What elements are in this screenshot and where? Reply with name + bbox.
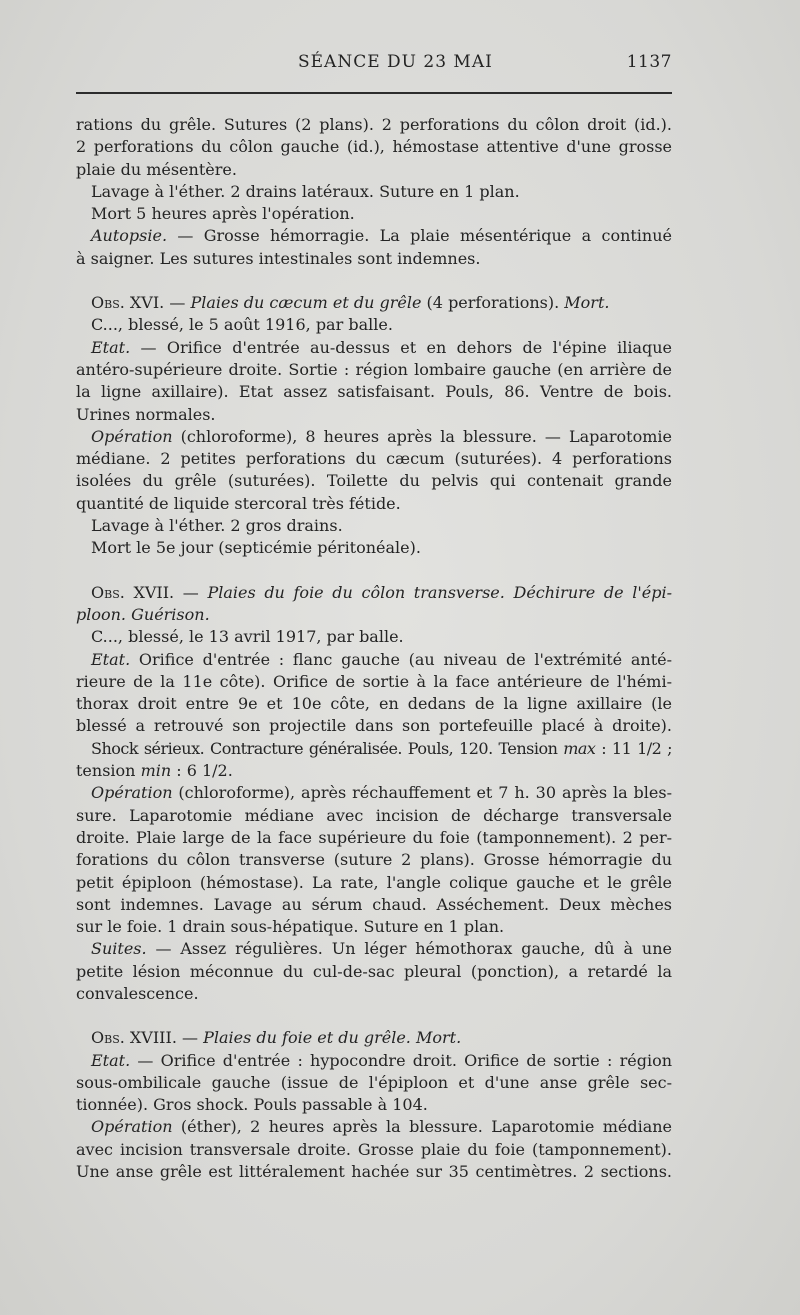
text-line: blessé a retrouvé son projectile dans son portefeuille placé à droite). (76, 716, 672, 736)
text-line: Opération (chloroforme), après réchauffement et 7 h. 30 après la bles- (91, 783, 672, 803)
text-line: convalescence. (76, 983, 199, 1003)
text-line: Autopsie. — Grosse hémorragie. La plaie mésentérique a continué (91, 226, 672, 246)
text-line: antéro-supérieure droite. Sortie : région lombaire gauche (en arrière de (76, 359, 672, 379)
text-line: à saigner. Les sutures intestinales sont indemnes. (76, 248, 481, 268)
text-line: tension min : 6 1/2. (76, 761, 233, 781)
text-line: tionnée). Gros shock. Pouls passable à 104. (76, 1095, 428, 1115)
text-line: la ligne axillaire). Etat assez satisfaisant. Pouls, 86. Ventre de bois. (76, 382, 672, 402)
running-header (76, 52, 676, 78)
text-line: Urines normales. (76, 404, 216, 424)
body-text (76, 114, 672, 1183)
text-line: Lavage à l'éther. 2 gros drains. (91, 516, 343, 536)
obs-xviii-heading: Obs. XVIII. — Plaies du foie et du grêle. Mort. (91, 1028, 462, 1048)
text-line: rieure de la 11e côte). Orifice de sortie à la face antérieure de l'hémi- (76, 671, 672, 691)
obs-xvii-heading: Obs. XVII. — Plaies du foie du côlon transverse. Déchirure de l'épi- (91, 582, 672, 602)
text-line: Etat. Orifice d'entrée : flanc gauche (au niveau de l'extrémité anté- (91, 649, 672, 669)
text-line: Etat. — Orifice d'entrée au-dessus et en dehors de l'épine iliaque (91, 337, 672, 357)
text-line: médiane. 2 petites perforations du cæcum (suturées). 4 perforations (76, 449, 672, 469)
header-rule (76, 92, 672, 94)
page-number: 1137 (626, 52, 672, 72)
text-line: Etat. — Orifice d'entrée : hypocondre droit. Orifice de sortie : région (91, 1050, 672, 1070)
text-line: Une anse grêle est littéralement hachée sur 35 centimètres. 2 sections. (76, 1162, 672, 1182)
text-line: 2 perforations du côlon gauche (id.), hémostase attentive d'une grosse (76, 137, 672, 157)
text-line: rations du grêle. Sutures (2 plans). 2 perforations du côlon droit (id.). (76, 115, 672, 134)
text-line: sous-ombilicale gauche (issue de l'épiploon et d'une anse grêle sec- (76, 1072, 672, 1092)
text-line: quantité de liquide stercoral très fétide. (76, 493, 401, 513)
text-line: sont indemnes. Lavage au sérum chaud. Asséchement. Deux mèches (76, 894, 672, 914)
text-line: thorax droit entre 9e et 10e côte, en dedans de la ligne axillaire (le (76, 694, 672, 714)
text-line: sur le foie. 1 drain sous-hépatique. Suture en 1 plan. (76, 917, 505, 937)
obs-xvi-heading: Obs. XVI. — Plaies du cæcum et du grêle (4 perforations). Mort. (91, 293, 610, 313)
text-line: Lavage à l'éther. 2 drains latéraux. Suture en 1 plan. (91, 181, 520, 201)
text-line: Opération (chloroforme), 8 heures après la blessure. — Laparotomie (91, 426, 672, 446)
text-line: Shock sérieux. Contracture généralisée. Pouls, 120. Tension max : 11 1/2 ; (91, 738, 672, 758)
text-line: Suites. — Assez régulières. Un léger hémothorax gauche, dû à une (91, 939, 672, 959)
text-line: Opération (éther), 2 heures après la blessure. Laparotomie médiane (91, 1117, 672, 1137)
header-title: SÉANCE DU 23 MAI (298, 52, 493, 72)
text-line: petit épiploon (hémostase). La rate, l'angle colique gauche et le grêle (76, 872, 672, 892)
text-line: forations du côlon transverse (suture 2 plans). Grosse hémorragie du (76, 850, 672, 870)
text-line: petite lésion méconnue du cul-de-sac pleural (ponction), a retardé la (76, 961, 672, 981)
text-line: C..., blessé, le 13 avril 1917, par balle. (91, 627, 404, 647)
text-line: sure. Laparotomie médiane avec incision de décharge transversale (76, 805, 672, 825)
text-line: C..., blessé, le 5 août 1916, par balle. (91, 315, 393, 335)
text-line: Mort 5 heures après l'opération. (91, 204, 355, 224)
text-line: droite. Plaie large de la face supérieure du foie (tamponnement). 2 per- (76, 827, 672, 847)
text-line: isolées du grêle (suturées). Toilette du pelvis qui contenait grande (76, 471, 672, 491)
text-line: plaie du mésentère. (76, 159, 237, 179)
autopsie-label: Autopsie. (91, 226, 168, 246)
text-line: avec incision transversale droite. Grosse plaie du foie (tamponnement). (76, 1139, 672, 1159)
text-line: Mort le 5e jour (septicémie péritonéale). (91, 538, 421, 558)
text-line: ploon. Guérison. (76, 604, 210, 624)
